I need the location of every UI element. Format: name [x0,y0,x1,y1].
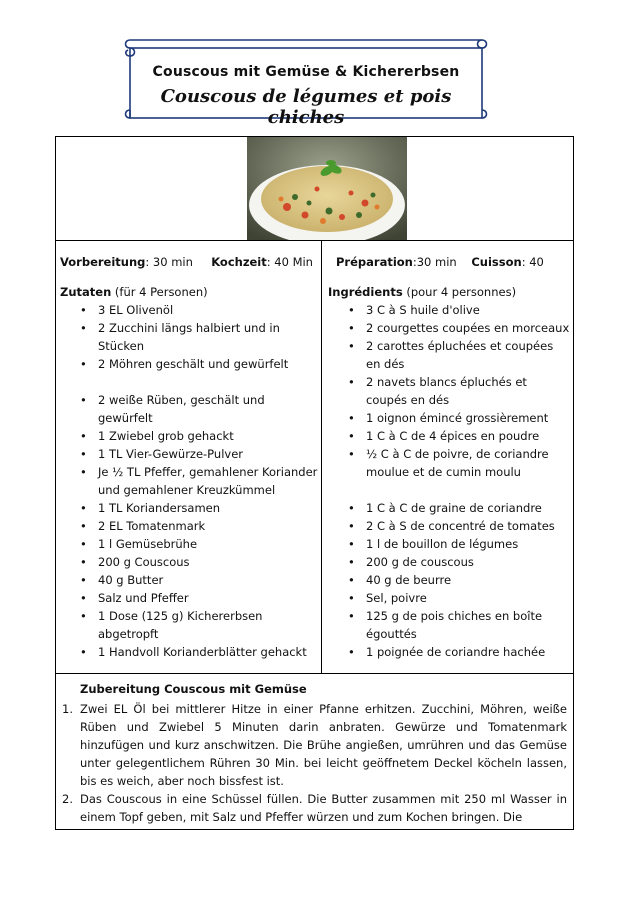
step-number: 2. [62,792,73,806]
list-item: • 1 Handvoll Korianderblätter gehackt [60,643,318,661]
list-item: • 1 C à C de graine de coriandre [328,499,570,517]
title-german: Couscous mit Gemüse & Kichererbsen [152,64,460,80]
list-item: • 3 EL Olivenöl [60,301,318,319]
list-item: • 2 navets blancs épluchés et coupés en dés [328,373,570,409]
couscous-bowl-photo [247,137,407,240]
list-item: • Je ½ TL Pfeffer, gemahlener Koriander und gemahlener Kreuzkümmel [60,463,318,499]
step-number: 1. [62,702,73,716]
prep-time-label: Vorbereitung [60,255,146,269]
list-item: • 3 C à S huile d'olive [328,301,570,319]
german-ingredient-list [60,301,318,661]
preparation-title: Zubereitung Couscous mit Gemüse [80,682,307,696]
title-banner [120,38,492,128]
step-item [56,700,571,790]
photo-row [56,137,573,241]
german-ingredients-heading [60,283,208,301]
list-item: • 1 Dose (125 g) Kichererbsen abgetropft [60,607,318,643]
list-item: • 1 C à C de 4 épices en poudre [328,427,570,445]
cook-time-value: : 40 Min [266,255,313,269]
column-divider [321,241,322,674]
list-item: • 2 weiße Rüben, geschält und gewürfelt [60,391,318,427]
ingredients-row [56,241,573,674]
step-text: Zwei EL Öl bei mittlerer Hitze in einer Pfanne erhitzen. Zucchini, Möhren, weiße Rüben und Zwiebel 5 Minuten darin anbraten. Gewürze und Tomatenmark hinzufügen und kurz anschwitzen. Die Brühe angießen, umrühren und das Gemüse unter gelegentlichem Rühren 30 Min. bei leicht geöffnetem Deckel köcheln lassen, bis es weich, aber noch bissfest ist. [80,702,567,788]
step-item [56,790,571,826]
ingredients-label: Zutaten [60,285,112,299]
list-item: • 40 g Butter [60,571,318,589]
list-item: • 1 oignon émincé grossièrement [328,409,570,427]
french-ingredient-list [328,301,570,661]
french-ingredients-heading [328,283,516,301]
list-item: • 2 EL Tomatenmark [60,517,318,535]
ingredients-note: (für 4 Personen) [111,285,208,299]
preparation-row [56,674,573,831]
list-item: • 125 g de pois chiches en boîte égouttés [328,607,570,643]
french-times [336,253,544,271]
cook-time-label: Cuisson [471,255,522,269]
list-item: • 1 TL Vier-Gewürze-Pulver [60,445,318,463]
prep-time-value: : 30 min [145,255,193,269]
cook-time-value: : 40 [521,255,544,269]
ingredients-note: (pour 4 personnes) [402,285,517,299]
title-french: Couscous de légumes et pois chiches [160,86,452,128]
list-item: • 2 C à S de concentré de tomates [328,517,570,535]
list-item: • 200 g de couscous [328,553,570,571]
list-item: • 1 l de bouillon de légumes [328,535,570,553]
list-item: • 2 Möhren geschält und gewürfelt [60,355,318,373]
recipe-table [55,136,574,830]
list-item: • 1 Zwiebel grob gehackt [60,427,318,445]
list-item: • 40 g de beurre [328,571,570,589]
list-item: • Salz und Pfeffer [60,589,318,607]
step-text: Das Couscous in eine Schüssel füllen. Die Butter zusammen mit 250 ml Wasser in einem Topf geben, mit Salz und Pfeffer würzen und zum Kochen bringen. Die [80,792,567,824]
ingredients-label: Ingrédients [328,285,403,299]
cook-time-label: Kochzeit [211,255,267,269]
preparation-steps [56,700,571,826]
list-item: • 1 TL Koriandersamen [60,499,318,517]
list-item: • ½ C à C de poivre, de coriandre moulue et de cumin moulu [328,445,570,481]
list-item: • 2 carottes épluchées et coupées en dés [328,337,570,373]
list-item: • 200 g Couscous [60,553,318,571]
prep-time-value: :30 min [412,255,457,269]
german-times [60,253,313,271]
list-item: • Sel, poivre [328,589,570,607]
prep-time-label: Préparation [336,255,413,269]
list-item: • 1 l Gemüsebrühe [60,535,318,553]
list-item: • 2 courgettes coupées en morceaux [328,319,570,337]
list-item: • 2 Zucchini längs halbiert und in Stücken [60,319,318,355]
list-item: • 1 poignée de coriandre hachée [328,643,570,661]
